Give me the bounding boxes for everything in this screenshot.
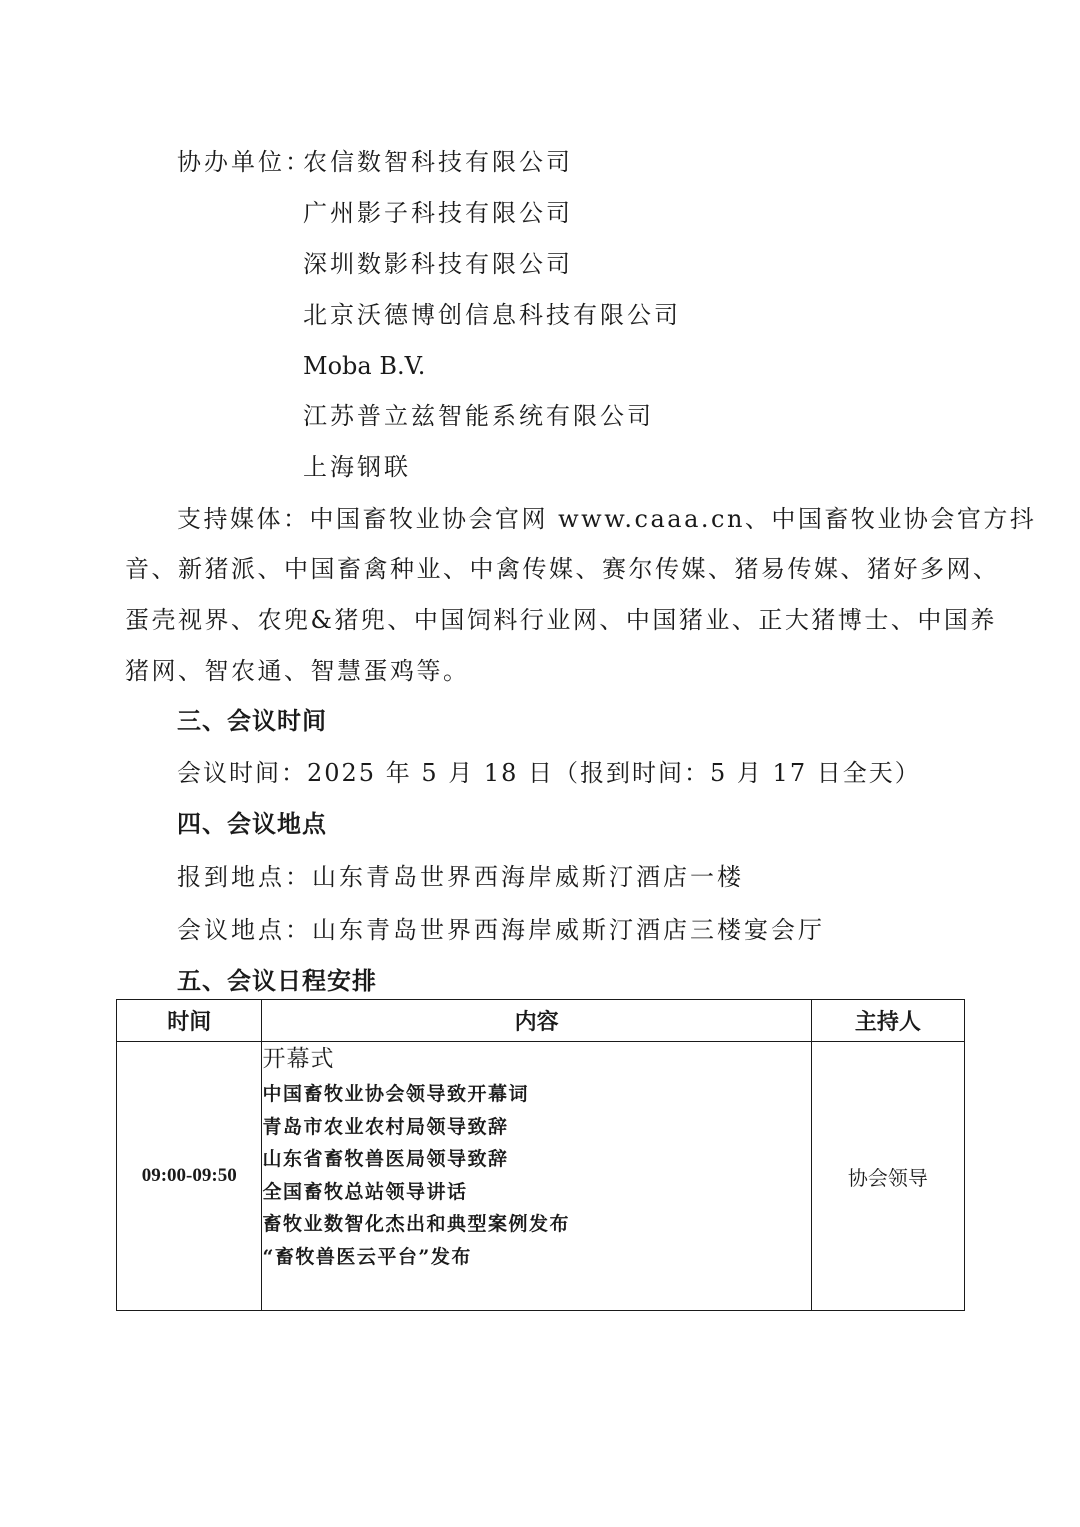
row-content-item: 青岛市农业农村局领导致辞 [262,1115,509,1138]
co-organizers-label: 协办单位： [177,148,312,176]
table-row [117,1042,965,1311]
row-content-item: “畜牧兽医云平台”发布 [262,1245,472,1268]
checkin-location-text: 报到地点：山东青岛世界西海岸威斯汀酒店一楼 [177,863,744,891]
row-host: 协会领导 [811,1042,964,1311]
header-content: 内容 [262,1000,811,1042]
row-content-item: 畜牧业数智化杰出和典型案例发布 [262,1213,570,1235]
row-time: 09:00-09:50 [117,1042,262,1311]
co-organizer-item: Moba B.V. [303,352,426,380]
row-content-item: 中国畜牧业协会领导致开幕词 [262,1083,529,1105]
venue-location-text: 会议地点：山东青岛世界西海岸威斯汀酒店三楼宴会厅 [177,916,825,944]
schedule-table [116,999,965,1311]
section-heading-schedule: 五、会议日程安排 [177,967,377,995]
co-organizer-item: 广州影子科技有限公司 [303,199,573,227]
row-content [262,1042,811,1311]
co-organizer-item: 北京沃德博创信息科技有限公司 [303,301,681,329]
media-line: 猪网、智农通、智慧蛋鸡等。 [125,657,470,685]
header-time: 时间 [117,1000,262,1042]
row-content-item: 山东省畜牧兽医局领导致辞 [262,1148,509,1170]
co-organizer-item: 深圳数影科技有限公司 [303,250,573,278]
header-host: 主持人 [811,1000,964,1042]
co-organizer-item: 江苏普立兹智能系统有限公司 [303,402,654,430]
media-line: 蛋壳视界、农兜&猪兜、中国饲料行业网、中国猪业、正大猪博士、中国养 [125,606,997,634]
row-content-title: 开幕式 [262,1046,335,1072]
section-heading-time: 三、会议时间 [177,707,327,735]
co-organizer-item: 农信数智科技有限公司 [303,148,573,176]
media-line: 支持媒体：中国畜牧业协会官网 www.caaa.cn、中国畜牧业协会官方抖 [177,505,1037,533]
meeting-time-text: 会议时间：2025 年 5 月 18 日（报到时间：5 月 17 日全天） [177,759,921,787]
section-heading-location: 四、会议地点 [177,810,327,838]
co-organizer-item: 上海钢联 [303,453,411,481]
media-line: 音、新猪派、中国畜禽种业、中禽传媒、赛尔传媒、猪易传媒、猪好多网、 [125,555,1000,583]
table-header-row [117,1000,965,1042]
row-content-item: 全国畜牧总站领导讲话 [262,1180,468,1203]
